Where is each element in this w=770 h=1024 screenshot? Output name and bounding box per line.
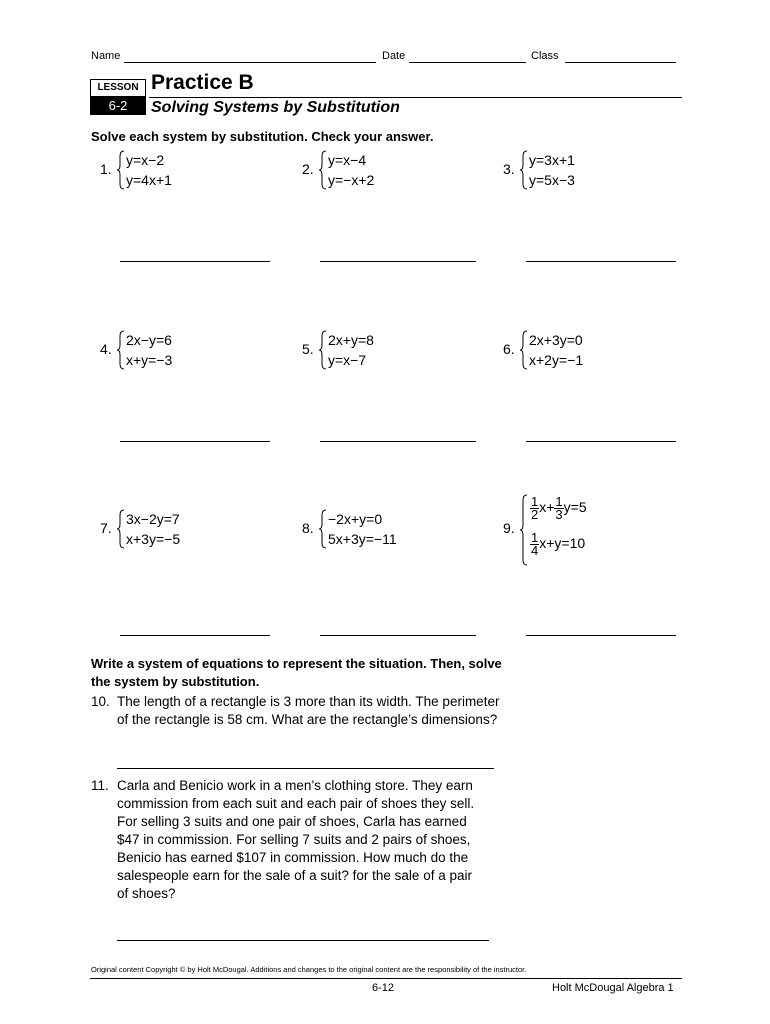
equation: 2x+3y=0 <box>529 332 583 348</box>
answer-line[interactable] <box>120 441 270 442</box>
word-problem-number: 10. <box>91 694 110 709</box>
section1-instruction: Solve each system by substitution. Check your answer. <box>91 129 434 144</box>
equation: x+3y=−5 <box>126 531 181 547</box>
equation: y=3x+1 <box>529 152 575 168</box>
equation: −2x+y=0 <box>328 511 383 527</box>
word-problem-text <box>117 693 499 729</box>
problem-number: 4. <box>100 341 112 357</box>
equation: 2x+y=8 <box>328 332 374 348</box>
fraction-denominator: 2 <box>531 507 539 522</box>
equation: y=x−2 <box>126 152 165 168</box>
word-problem-text <box>117 777 474 903</box>
equation-system <box>519 494 639 566</box>
problem-number: 9. <box>503 520 515 536</box>
fraction-numerator: 1 <box>531 494 539 509</box>
answer-line[interactable] <box>120 635 270 636</box>
problem-number: 8. <box>302 520 314 536</box>
equation-system <box>116 509 180 549</box>
answer-line[interactable] <box>117 768 494 769</box>
copyright-notice: Original content Copyright © by Holt McDougal. Additions and changes to the original content are the responsibility of the instructor. <box>91 965 527 974</box>
equation-system <box>116 150 172 190</box>
brace-icon <box>116 150 126 190</box>
word-problem-number: 11. <box>91 778 109 793</box>
fraction <box>530 532 539 557</box>
brace-icon <box>318 509 328 549</box>
equation-system <box>116 330 172 370</box>
brace-icon <box>116 330 126 370</box>
equation-system <box>519 150 575 190</box>
section2-instruction <box>91 655 502 691</box>
answer-line[interactable] <box>117 940 489 941</box>
equation: 2x−y=6 <box>126 332 172 348</box>
problem-line: commission from each suit and each pair of shoes they sell. <box>117 796 475 811</box>
answer-line[interactable] <box>526 441 676 442</box>
page-subtitle: Solving Systems by Substitution <box>151 99 400 116</box>
page-number: 6-12 <box>372 982 395 994</box>
answer-line[interactable] <box>526 261 676 262</box>
problem-number: 2. <box>302 161 314 177</box>
equation-system <box>318 150 374 190</box>
fraction-denominator: 3 <box>555 507 563 522</box>
fraction <box>530 496 539 521</box>
problem-number: 1. <box>100 161 112 177</box>
answer-line[interactable] <box>526 635 676 636</box>
name-field[interactable] <box>124 62 376 63</box>
title-divider <box>149 97 682 98</box>
footer-divider <box>90 978 682 979</box>
equation <box>530 532 585 557</box>
equation-system <box>519 330 583 370</box>
problem-number: 3. <box>503 161 515 177</box>
equation: y=5x−3 <box>529 172 575 188</box>
class-label: Class <box>531 50 559 62</box>
brace-icon <box>318 150 328 190</box>
brace-icon <box>318 330 328 370</box>
page-title: Practice B <box>151 71 254 94</box>
equation: 5x+3y=−11 <box>328 531 397 547</box>
equation-system <box>318 509 397 549</box>
equation-term: x+y=10 <box>539 535 586 552</box>
answer-line[interactable] <box>320 261 476 262</box>
problem-number: 5. <box>302 341 314 357</box>
fraction-denominator: 4 <box>531 543 539 558</box>
problem-number: 6. <box>503 341 515 357</box>
problem-line: The length of a rectangle is 3 more than its width. The perimeter <box>117 694 500 709</box>
equation: 3x−2y=7 <box>126 511 180 527</box>
problem-line: of shoes? <box>117 886 176 901</box>
problem-number: 7. <box>100 520 112 536</box>
name-label: Name <box>91 50 121 62</box>
equation: y=4x+1 <box>126 172 172 188</box>
equation: x+y=−3 <box>126 352 173 368</box>
book-title: Holt McDougal Algebra 1 <box>552 982 674 994</box>
date-field[interactable] <box>409 62 526 63</box>
problem-line: $47 in commission. For selling 7 suits and 2 pairs of shoes, <box>117 832 471 847</box>
equation: y=−x+2 <box>328 172 375 188</box>
brace-icon <box>519 150 529 190</box>
class-field[interactable] <box>565 62 676 63</box>
answer-line[interactable] <box>320 635 476 636</box>
equation-term: y=5 <box>563 499 587 516</box>
answer-line[interactable] <box>320 441 476 442</box>
equation-system <box>318 330 374 370</box>
equation: y=x−4 <box>328 152 367 168</box>
fraction-numerator: 1 <box>531 530 539 545</box>
problem-line: salespeople earn for the sale of a suit? for the sale of a pair <box>117 868 472 883</box>
equation <box>530 496 587 521</box>
problem-line: Benicio has earned $107 in commission. How much do the <box>117 850 469 865</box>
fraction <box>554 496 563 521</box>
brace-icon <box>519 330 529 370</box>
equation-term: x+ <box>539 499 555 516</box>
lesson-number: 6-2 <box>90 96 146 115</box>
fraction-numerator: 1 <box>555 494 563 509</box>
instruction-line: Write a system of equations to represent the situation. Then, solve <box>91 656 502 671</box>
instruction-line: the system by substitution. <box>91 674 260 689</box>
problem-line: of the rectangle is 58 cm. What are the rectangle’s dimensions? <box>117 712 498 727</box>
equation: y=x−7 <box>328 352 367 368</box>
brace-icon <box>519 494 529 566</box>
problem-line: For selling 3 suits and one pair of shoes, Carla has earned <box>117 814 467 829</box>
equation: x+2y=−1 <box>529 352 584 368</box>
problem-line: Carla and Benicio work in a men’s clothing store. They earn <box>117 778 473 793</box>
date-label: Date <box>382 50 406 62</box>
answer-line[interactable] <box>120 261 270 262</box>
brace-icon <box>116 509 126 549</box>
lesson-label: LESSON <box>90 79 146 97</box>
